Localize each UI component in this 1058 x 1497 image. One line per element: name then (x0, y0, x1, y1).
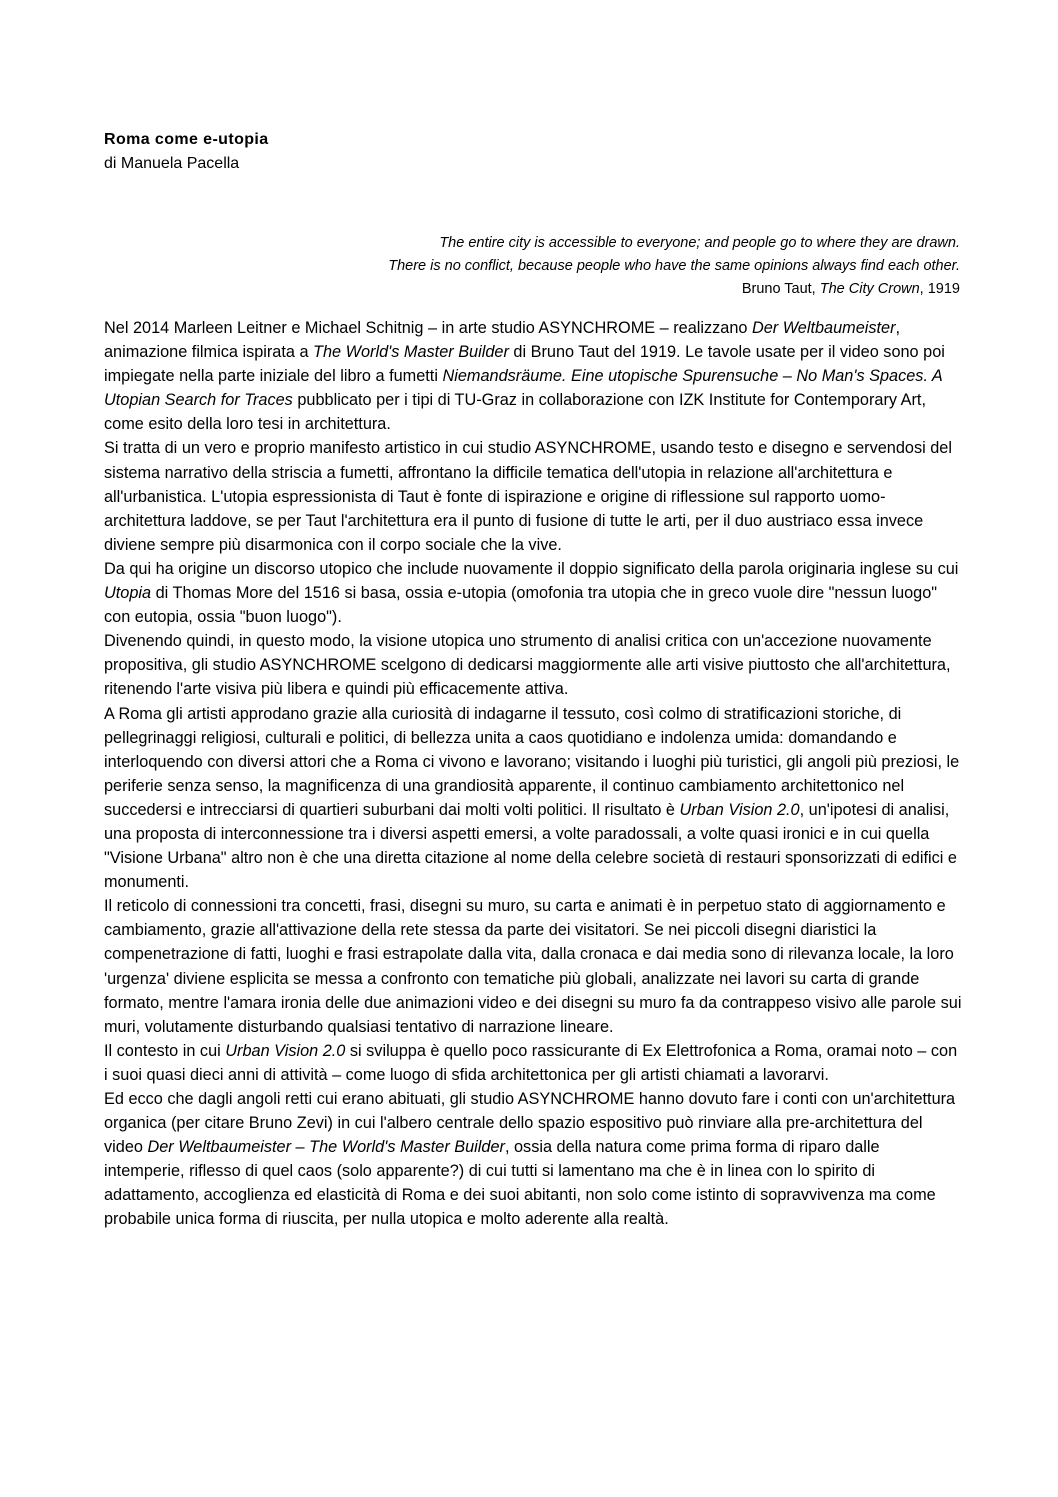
text-span: Ed ecco che dagli angoli retti cui erano abituati, gli studio ASYNCHROME hanno dovuto fare i conti con un'architettura organica (per citare Bruno Zevi) in cui l'albero centrale dello spazio espositivo può rinviare alla pre-architettura del video (104, 1090, 956, 1157)
paragraph-4: Divenendo quindi, in questo modo, la visione utopica uno strumento di analisi critica con un'accezione nuovamente propositiva, gli studio ASYNCHROME scelgono di dedicarsi maggiormente alle arti visive piuttosto che all'architettura, ritenendo l'arte visiva più libera e quindi più efficacemente attiva. (104, 632, 951, 699)
text-span: , un'ipotesi di analisi, una proposta di interconnessione tra i diversi aspetti emersi, a volte paradossali, a volte quasi ironici e in cui quella "Visione Urbana" altro non è che una diretta citazione al nome della celebre società di restauri sponsorizzati di edifici e monumenti. (104, 800, 957, 892)
paragraph-2: Si tratta di un vero e proprio manifesto artistico in cui studio ASYNCHROME, usando testo e disegno e servendosi del sistema narrativo della striscia a fumetti, affrontano la difficile tematica dell'utopia in relazione all'architettura e all'urbanistica. L'utopia espressionista di Taut è fonte di ispirazione e origine di riflessione sul rapporto uomo-architettura laddove, se per Taut l'architettura era il punto di fusione di tutte le arti, per il duo austriaco essa invece diviene sempre più disarmonica con il corpo sociale che la vive. (104, 439, 952, 554)
article-title: Roma come e-utopia (104, 131, 269, 148)
paragraph-8 (104, 1087, 964, 1232)
text-span: Da qui ha origine un discorso utopico che include nuovamente il doppio significato della parola originaria inglese su cui (104, 559, 959, 578)
text-span: A Roma gli artisti approdano grazie alla curiosità di indagarne il tessuto, così colmo di stratificazioni storiche, di pellegrinaggi religiosi, culturali e politici, di bellezza unita a caos quotidiano e indolenza umida: domandando e interloquendo con diversi attori che a Roma ci vivono e lavorano; visitando i luoghi più turistici, gli angoli più preziosi, le periferie senza senso, la magnificenza di una grandiosità apparente, il continuo cambiamento architettonico nel succedersi e intrecciarsi di quartieri suburbani dai molti volti politici. Il risultato è (104, 704, 960, 819)
paragraph-5 (104, 702, 964, 895)
text-span: di Bruno Taut del 1919. Le tavole usate per il video sono poi impiegate nella parte iniziale del libro a fumetti (104, 343, 945, 386)
epigraph (200, 232, 960, 301)
text-span: , ossia della natura come prima forma di riparo dalle intemperie, riflesso di quel caos (solo apparente?) di cui tutti si lamentano ma che è in linea con lo spirito di adattamento, accoglienza ed elasticità di Roma e dei suoi abitanti, non solo come istinto di sopravvivenza ma come probabile unica forma di riuscita, per nulla utopica e molto aderente alla realtà. (104, 1138, 936, 1229)
article-body (104, 316, 964, 1232)
text-span: di Thomas More del 1516 si basa, ossia e-utopia (omofonia tra utopia che in greco vuole dire "nessun luogo" con eutopia, ossia "buon luogo"). (104, 584, 938, 627)
epigraph-line-1: The entire city is accessible to everyone; and people go to where they are drawn. (439, 235, 960, 251)
text-span: pubblicato per i tipi di TU-Graz in collaborazione con IZK Institute for Contemporary Art, come esito della loro tesi in architettura. (104, 391, 926, 434)
italic-title: The World's Master Builder (313, 343, 509, 362)
attribution-name: Bruno Taut, (741, 281, 820, 297)
article-header (104, 128, 269, 176)
italic-title: Urban Vision 2.0 (225, 1041, 346, 1060)
text-span: , animazione filmica ispirata a (104, 319, 901, 362)
attribution-work: The City Crown (819, 281, 920, 297)
paragraph-6: Il reticolo di connessioni tra concetti, frasi, disegni su muro, su carta e animati è in perpetuo stato di aggiornamento e cambiamento, grazie all'attivazione della rete stessa da parte dei visitatori. Se nei piccoli disegni diaristici la compenetrazione di fatti, luoghi e frasi estrapolate dalla vita, dalla cronaca e dai media sono di rilevanza locale, la loro 'urgenza' diviene esplicita se messa a confronto con tematiche più globali, analizzate nei lavori su carta di grande formato, mentre l'amara ironia delle due animazioni video e dei disegni su muro fa da contrappeso visivo alle parole sui muri, volutamente disturbando qualsiasi tentativo di narrazione lineare. (104, 897, 962, 1036)
text-span: Il contesto in cui (104, 1041, 226, 1060)
italic-title: Urban Vision 2.0 (679, 800, 800, 819)
paragraph-7 (104, 1039, 964, 1087)
italic-title: Der Weltbaumeister – The World's Master Builder (147, 1138, 505, 1157)
text-span: Nel 2014 Marleen Leitner e Michael Schitnig – in arte studio ASYNCHROME – realizzano (104, 319, 752, 337)
italic-title: Utopia (104, 584, 152, 603)
paragraph-1 (104, 316, 964, 436)
italic-title: Niemandsräume. Eine utopische Spurensuche – No Man's Spaces. A Utopian Search for Traces (104, 367, 943, 410)
epigraph-attribution (200, 278, 960, 301)
epigraph-line-2: There is no conflict, because people who have the same opinions always find each other. (388, 258, 960, 274)
text-span: si sviluppa è quello poco rassicurante di Ex Elettrofonica a Roma, oramai noto – con i suoi quasi dieci anni di attività – come luogo di sfida architettonica per gli artisti chiamati a lavorarvi. (104, 1041, 958, 1084)
italic-title: Der Weltbaumeister (751, 319, 896, 337)
article-author: di Manuela Pacella (104, 155, 240, 172)
attribution-year: , 1919 (919, 281, 960, 297)
paragraph-3 (104, 557, 964, 629)
